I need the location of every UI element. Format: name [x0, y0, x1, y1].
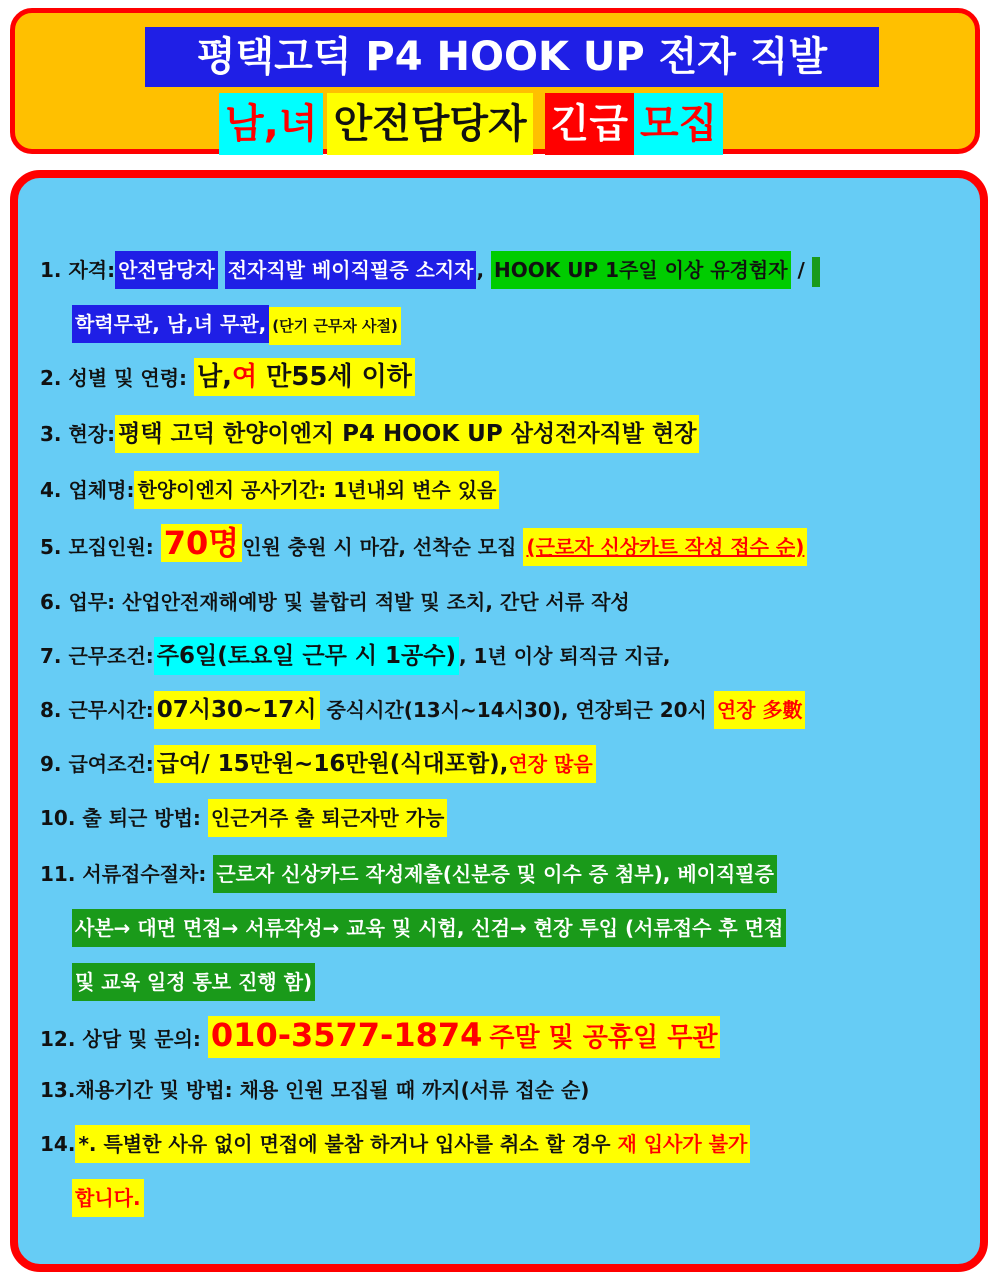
- item-6: [40, 582, 630, 622]
- pay-overtime: 연장 많음: [508, 752, 593, 776]
- notice-text: *. 특별한 사유 없이 면접에 불참 하거나 입사를 취소 할 경우: [78, 1132, 611, 1156]
- gender-male: 남,: [196, 362, 232, 392]
- item-number: 5.: [40, 535, 62, 559]
- headcount: 70명: [161, 524, 242, 562]
- item-number: 6.: [40, 590, 62, 614]
- item-12: [40, 1016, 720, 1059]
- item-5: [40, 524, 807, 567]
- contact-availability: 주말 및 공휴일 무관: [489, 1023, 718, 1053]
- gender-age: [194, 358, 415, 396]
- item-3: [40, 414, 699, 454]
- qualification-b: 전자직발 베이직필증 소지자: [225, 251, 477, 289]
- item-1-cont: [72, 304, 401, 345]
- item-9: [40, 744, 596, 784]
- item-label: 성별 및 연령:: [68, 366, 188, 390]
- item-number: 2.: [40, 366, 62, 390]
- contact: [208, 1016, 721, 1058]
- item-14-cont: [72, 1178, 144, 1218]
- item-label: 서류접수절차:: [82, 862, 207, 886]
- item-10: [40, 798, 447, 838]
- qualification-a: 안전담당자: [115, 251, 218, 289]
- item-label: 업체명:: [68, 478, 135, 502]
- notice-end: 합니다.: [72, 1179, 144, 1217]
- item-number: 9.: [40, 752, 62, 776]
- pay-amount: 급여/ 15만원~16만원(식대포함),: [156, 751, 509, 777]
- item-11-cont: [72, 908, 786, 948]
- age-limit: 만55세 이하: [257, 362, 412, 392]
- site-value: 평택 고덕 한양이엔지 P4 HOOK UP 삼성전자직발 현장: [115, 415, 699, 453]
- item-label: 출 퇴근 방법:: [82, 806, 201, 830]
- work-condition-note: , 1년 이상 퇴직금 지급,: [459, 644, 671, 668]
- slash: /: [797, 258, 805, 282]
- procedure-line-1: 근로자 신상카드 작성제출(신분증 및 이수 증 첨부), 베이직필증: [213, 855, 777, 893]
- qualification-c: HOOK UP 1주일 이상 유경험자: [491, 251, 790, 289]
- gender-female: 여: [231, 362, 258, 392]
- item-label: 모집인원:: [68, 535, 154, 559]
- item-label: 업무: 산업안전재해예방 및 불합리 적발 및 조치, 간단 서류 작성: [68, 590, 630, 614]
- item-number: 12.: [40, 1027, 76, 1051]
- item-label: 근무시간:: [68, 698, 154, 722]
- work-condition: 주6일(토요일 근무 시 1공수): [154, 637, 459, 675]
- pay-value: [154, 745, 596, 783]
- commute-value: 인근거주 출 퇴근자만 가능: [208, 799, 447, 837]
- headcount-note: 인원 충원 시 마감, 선착순 모집: [242, 535, 517, 559]
- notice: [75, 1125, 750, 1163]
- overtime-note: 연장 多數: [714, 691, 806, 729]
- procedure-line-2: 사본→ 대면 면접→ 서류작성→ 교육 및 시험, 신검→ 현장 투입 (서류접수 후 면접: [72, 909, 786, 947]
- header-title: 평택고덕 P4 HOOK UP 전자 직발: [145, 27, 879, 87]
- item-number: 4.: [40, 478, 62, 502]
- procedure-line-3: 및 교육 일정 통보 진행 함): [72, 963, 315, 1001]
- item-number: 13.: [40, 1078, 76, 1102]
- item-label: 상담 및 문의:: [82, 1027, 201, 1051]
- item-8: [40, 690, 805, 730]
- header-gender: 남,녀: [219, 93, 323, 155]
- header-banner: [10, 8, 980, 154]
- work-hours: 07시30~17시: [154, 691, 320, 729]
- item-number: 14.: [40, 1132, 76, 1156]
- item-label: 자격:: [68, 258, 116, 282]
- company-value: 한양이엔지 공사기간: 1년내외 변수 있음: [134, 471, 499, 509]
- item-13: [40, 1070, 589, 1110]
- qualification-e: (단기 근무자 사절): [269, 307, 401, 345]
- item-14: [40, 1124, 750, 1164]
- item-number: 11.: [40, 862, 76, 886]
- content-panel: [10, 170, 988, 1272]
- item-number: 8.: [40, 698, 62, 722]
- item-label: 채용기간 및 방법: 채용 인원 모집될 때 까지(서류 접순 순): [75, 1078, 590, 1102]
- phone-number: 010-3577-1874: [210, 1016, 483, 1054]
- item-1: [40, 250, 820, 290]
- green-bar: [812, 257, 820, 287]
- item-label: 근무조건:: [68, 644, 154, 668]
- separator: ,: [476, 258, 485, 282]
- qualification-d: 학력무관, 남,녀 무관,: [72, 305, 269, 343]
- header-role: 안전담당자: [327, 93, 532, 155]
- item-number: 1.: [40, 258, 62, 282]
- item-7: [40, 636, 671, 676]
- item-11-cont-2: [72, 962, 315, 1002]
- item-number: 10.: [40, 806, 76, 830]
- header-recruit: 모집: [634, 93, 723, 155]
- header-urgent: 긴급: [545, 93, 634, 155]
- item-label: 급여조건:: [68, 752, 154, 776]
- headcount-order: (근로자 신상카트 작성 접수 순): [523, 528, 807, 566]
- item-number: 7.: [40, 644, 62, 668]
- work-hours-note: 중식시간(13시~14시30), 연장퇴근 20시: [326, 698, 707, 722]
- item-4: [40, 470, 499, 510]
- item-11: [40, 854, 777, 894]
- item-2: [40, 358, 415, 398]
- item-number: 3.: [40, 422, 62, 446]
- item-label: 현장:: [68, 422, 116, 446]
- notice-warning: 재 입사가 불가: [617, 1132, 748, 1156]
- header-subtitle: [219, 93, 723, 155]
